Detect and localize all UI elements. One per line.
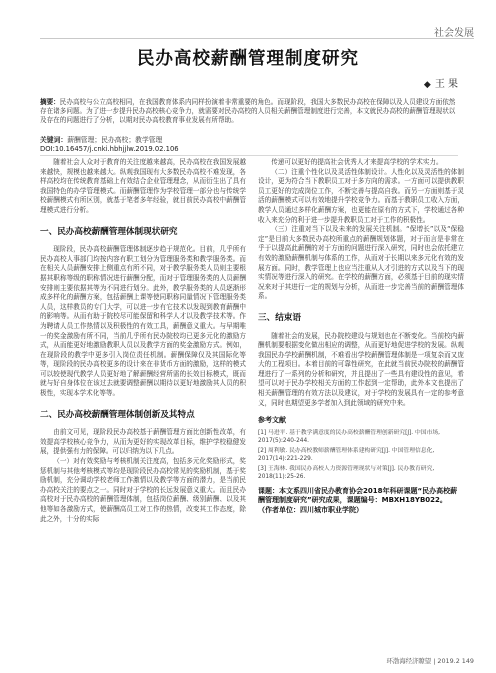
article-title: 民办高校薪酬管理制度研究 [137, 49, 359, 69]
conclusion-paragraph: 随着社会的发展，民办院校建设与规划也在不断变化。当前校内薪酬机制要根据变化做出相应的调整，从而更好地促进学校的发展。纵观我国民办学校薪酬机制，不难看出学校薪酬管理体制是一项复杂而又庞大的工程项目。本着目前的可靠性研究，在此就当前民办院校的薪酬管理进行了一系列的分析和研究，并且提出了一些具有建设性的意见，希望可以对于民办学校相关方面的工作起到一定帮助，此外本文也提出了相关薪酬管理的有效方法以及建议，对于学校的发展具有一定的参考意义，同时也期望更多学者加入到此领域的研究中来。 [258, 331, 464, 407]
reference-item: [3] 王海林. 我国民办高校人力资源管理现状与对策[J]. 民办教育研究, 2018(11):25-26. [258, 465, 435, 480]
section-tag: 社会发展 [434, 28, 474, 39]
page-footer: 环渤海经济瞭望 | 2019.2 149 [386, 657, 474, 665]
diamond-icon: ◆ [423, 80, 431, 90]
header-rule [40, 38, 474, 39]
author-affiliation: （作者单位：四川城市职业学院） [258, 505, 363, 514]
intro-paragraph: 随着社会人众对于教育的关注度越来越高，民办高校在我国发展越来越快，规模也越来越大。纵观我国现有大多数民办高校不难发现，各样高校均在传统教育基础上有效结合企业管理理念，从而衍生出了具有我国特色的办学管理模式。而薪酬管理作为学校管理一部分也与传统学校薪酬模式有所区别，就基于笔者多年经验，就目前民办高校中薪酬管理模式进行分析。 [40, 158, 246, 214]
section1-paragraph: 现阶段，民办高校薪酬管理体制逐步趋于规范化。目前，几乎所有民办高校人事部门均按内容有职工划分为管理服务类和教学服务类。而在相关人员薪酬安排上侧重点有所不同，对于教学服务类人员则主要根据其职称等级的职称情况进行薪酬分配，而对于管理服务类的人员薪酬安排则主要依据其等为不同进行划分。此外，教学服务类的人员逐渐形成多样化的薪酬方案，包括薪酬上课等使同职称同量情况下管理服务类人员，这样教员的专门大学，可以进一步有它技术以发现到教育薪酬中的影响等。从而有助于院校尽可能保留和科学人才以及教学技术等。作为聘请人员工作热情以及积极性的有效工具，薪酬意义重大。与早期唯一的奖金激励有所不同，当前几乎所有民办院校均已更多元化的激励方式，从而能更好地激励教职人员以及教学方面的奖金激励方式。例如，在现阶段的教学中更多引入岗位责任机制。薪酬保障仅及其国际化等等，现阶段的民办高校更多的设计来在非货币方面的激励，这样的模式可以较使现代教学人员更好地了解薪酬经营所需的长效目标模式，既而就与好自身体位在该过去就要调整薪酬以期待以更好地激励其人员的积极性，实现本学术化等等。 [40, 245, 246, 398]
right-column [258, 158, 464, 515]
keywords-label: 关键词： [40, 136, 68, 144]
funding-note [258, 487, 464, 516]
keywords-text: 薪酬管理；民办高校；教学管理 [67, 136, 163, 144]
section-heading-2: 二、民办高校薪酬管理体制创新及其特点 [40, 409, 195, 420]
section-heading-1: 一、民办高校薪酬管理体制现状研究 [40, 226, 178, 237]
keywords [40, 134, 162, 144]
author-name: 王 果 [434, 79, 458, 90]
funding-text: 课题：本文系四川省民办教育协会2018年科研课题“民办高校薪酬管理制度研究”研究成果，课题编号：MBXH18YB022。 [258, 486, 458, 505]
section2-point3: （三）注重对当下以及未来的发展关注机制。“保增长”以及“保稳定”是目前大多数民办高校所重点的薪酬规划体题，对于而言是非常在乎于以提高此薪酬的对于方面的问题进行深入研究，同时也会依托建立有效的激励薪酬机制与体系的工作，从而对于长期以来多元化有效的发展方面。同时，教学管理上也应当注重从人才引进的方式以及当下的现实情况等进行深入的研究。在学校的薪酬方面，必须基于目前的现实情况来对于其进行一定的规划与分析，从而进一步完善当前的薪酬管理体系。 [258, 225, 464, 301]
abstract-label: 摘要： [40, 98, 60, 106]
section2-point2: （二）注重个性化以及灵活性体制设计。人性化以及灵活性的体制设计，更为符合当下教职员工对于多方向的需求。一方面可以提供教职员工更好的完成岗位工作，不断完善与提高自我。而另一方面则基于灵活的薪酬模式可以有效地提升学校竞争力。而基于教职员工收入方面，教学人员通过多样化薪酬方案，也更能在原有的方式下，学校通过各种收入来充分的利于进一步提升教职员工对于工作的积极性。 [258, 167, 464, 224]
abstract-rule [40, 155, 458, 156]
abstract-text: 民办高校与公立高校相同，在我国教育体系内同样扮演着非常重要的角色。而现阶段，我国大多数民办高校在保障以及人员建设方面依然存在诸多问题。为了进一步提升民办高校核心竞争力，就需要对民办高校的人员相关薪酬管理制度进行完善，本文就民办高校的薪酬管理现状以及存在的问题进行了分析，以期对民办高校教育事业发展有所帮助。 [40, 98, 456, 124]
section2-paragraph: 由前文可见，现阶段民办高校基于薪酬管理方面比创新性改革，有效提高学校核心竞争力，从而为更好的实现改革目标，维护学校稳健发展，提供强有力的保障。可以归纳为以下几点。 [40, 428, 246, 456]
references [258, 416, 464, 481]
reference-item: [1] 马进平. 基于教学满意度的民办高校薪酬管理创新研究[J]. 中国市场, 2017(5):240-244. [258, 429, 441, 444]
left-column [40, 158, 246, 524]
continued-paragraph: 传递可以更好的提高社会优秀人才来提高学校的学术实力。 [271, 158, 443, 166]
section-heading-3: 三、结束语 [258, 312, 301, 323]
author-line [424, 75, 458, 90]
abstract [40, 98, 458, 125]
reference-item: [2] 周利敏. 民办高校教师薪酬管理体系建构研究[J]. 中国管理信息化, 2017(14):221-229. [258, 447, 435, 462]
references-title: 参考文献 [258, 416, 286, 425]
section2-point1: （一）对有效奖励与考核机制关注度高，包括多元化奖励形式，奖惩机制与其他考核模式等均是现阶段民办高校常见的奖励机制，基于奖励机制，充分调动学校老师工作激情以及教学等方面的潜力，是当前民办高校关注的要点之一。同时对于学校的长远发展意义重大。而且民办高校对于民办高校的薪酬管理体制，包括岗位薪酬、级别薪酬、以及其他等如各激励方式，使薪酬高员工对工作的热情，改变其工作态度，除此之外，十分的实际 [40, 457, 246, 523]
doi: DOI:10.16457/j.cnki.hbhjjlw.2019.02.106 [40, 145, 179, 153]
